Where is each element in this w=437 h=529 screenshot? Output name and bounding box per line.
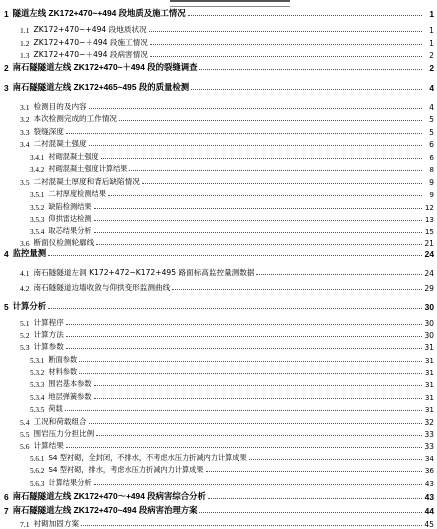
- toc-entry[interactable]: [4, 47, 434, 60]
- toc-page-number: 30: [424, 331, 434, 340]
- toc-entry-number: 3.4.2: [30, 166, 45, 174]
- toc-dot-leader: [199, 69, 422, 70]
- toc-entry-title: 南石隧隧道左洞 K172+472~K172+495 路面标高监控量测数据: [33, 268, 255, 277]
- toc-dot-leader: [81, 525, 422, 526]
- toc-entry-title: S4 型衬砌，全封闭，不排水，不考虑水压力折减内力计算成果: [48, 453, 247, 462]
- toc-page-number: 44: [424, 506, 434, 516]
- toc-entry-title: ZK172+470~+494 段地质状况: [33, 25, 147, 34]
- toc-dot-leader: [94, 208, 422, 209]
- toc-dot-leader: [150, 44, 422, 45]
- toc-dot-leader: [94, 232, 422, 233]
- toc-dot-leader: [94, 220, 422, 221]
- toc-dot-leader: [129, 170, 422, 171]
- toc-page-number: 31: [424, 380, 434, 389]
- toc-entry-title: 地层弹簧参数: [48, 392, 92, 401]
- toc-entry-number: 3.5.4: [30, 228, 45, 236]
- toc-dot-leader: [66, 133, 422, 134]
- toc-page-number: 31: [424, 356, 434, 365]
- toc-dot-leader: [256, 274, 422, 275]
- toc-entry-title: ZK172+470~＋494 段病害情况: [33, 50, 148, 59]
- toc-page-number: 6: [429, 153, 434, 162]
- toc-entry-number: 5.3.2: [30, 369, 45, 377]
- toc-page-number: 15: [424, 227, 434, 236]
- toc-dot-leader: [48, 308, 422, 309]
- toc-entry-title: 南石隧隧道左线 ZK172+470~＋494 段的裂缝调查: [12, 62, 198, 72]
- toc-page-number: 36: [424, 466, 434, 475]
- toc-page-number: 31: [424, 393, 434, 402]
- toc-entry-title: 二衬混凝土强度: [33, 139, 87, 148]
- toc-dot-leader: [206, 471, 422, 472]
- toc-entry-title: 隧道左线 ZK172+470~+494 段地质及施工情况: [12, 8, 186, 18]
- toc-entry-title: 衬砌混凝土强度: [48, 152, 99, 161]
- toc-entry[interactable]: [4, 161, 434, 174]
- toc-dot-leader: [89, 108, 422, 109]
- toc-entry-number: 3.4: [20, 140, 30, 149]
- toc-page-number: 43: [424, 492, 434, 502]
- toc-dot-leader: [199, 512, 422, 513]
- toc-page-number: 1: [429, 9, 434, 19]
- toc-entry-title: 二衬混凝土厚度和背后缺陷情况: [33, 177, 140, 186]
- toc-entry-number: 5: [4, 302, 9, 312]
- toc-page-number: 4: [429, 103, 434, 112]
- toc-entry-title: 二衬厚度检测结果: [48, 189, 106, 198]
- toc-entry-title: 计算方法: [33, 330, 64, 339]
- toc-page-number: 32: [424, 418, 434, 427]
- toc-entry-title: 南石隧隧道左线 ZK172+470～+494 段病害综合分析: [12, 491, 206, 501]
- toc-page-number: 8: [429, 165, 434, 174]
- toc-page-number: 24: [424, 269, 434, 278]
- toc-dot-leader: [108, 195, 422, 196]
- toc-dot-leader: [150, 56, 422, 57]
- toc-dot-leader: [149, 31, 422, 32]
- toc-entry-title: 断面仪检测轮廓线: [33, 238, 95, 247]
- toc-page-number: 33: [424, 430, 434, 439]
- toc-entry-number: 5.5: [20, 430, 30, 439]
- toc-entry[interactable]: [4, 401, 434, 414]
- toc-entry-number: 3.4.1: [30, 154, 45, 162]
- toc-page-number: 5: [429, 115, 434, 124]
- toc-entry-title: 南石隧隧道左线 ZK172+465~495 段的质量检测: [12, 82, 190, 92]
- toc-dot-leader: [94, 385, 422, 386]
- toc-entry[interactable]: [4, 6, 434, 19]
- toc-entry-number: 5.3.3: [30, 381, 45, 389]
- toc-page-number: 5: [429, 128, 434, 137]
- toc-entry[interactable]: [4, 339, 434, 352]
- toc-dot-leader: [96, 435, 422, 436]
- toc-page-number: 45: [424, 520, 434, 529]
- toc-page-number: 12: [424, 203, 434, 212]
- toc-page-number: 1: [429, 26, 434, 35]
- toc-entry-title: 计算程序: [33, 318, 64, 327]
- toc-entry-number: 1: [4, 9, 9, 19]
- toc-page-number: 24: [424, 249, 434, 259]
- toc-page-number: 34: [424, 454, 434, 463]
- toc-page-number: 9: [429, 190, 434, 199]
- toc-entry-number: 3.5: [20, 178, 30, 187]
- toc-entry-number: 3.5.3: [30, 216, 45, 224]
- toc-entry-title: 工况和荷载组合: [33, 417, 87, 426]
- toc-entry-title: 本次检测完成的工作情况: [33, 114, 118, 123]
- toc-entry-number: 6: [4, 492, 9, 502]
- toc-entry[interactable]: [4, 475, 434, 488]
- toc-entry-title: 检测目的及内容: [33, 102, 87, 111]
- toc-page-number: 21: [424, 239, 434, 248]
- toc-entry-number: 5.6.3: [30, 480, 45, 488]
- toc-entry[interactable]: [4, 60, 434, 73]
- toc-dot-leader: [191, 89, 422, 90]
- toc-entry-number: 5.3.5: [30, 406, 45, 414]
- toc-dot-leader: [66, 447, 422, 448]
- toc-entry-number: 5.3.4: [30, 394, 45, 402]
- toc-entry[interactable]: [4, 186, 434, 199]
- toc-page-number: 33: [424, 442, 434, 451]
- toc-entry-title: 监控量测: [12, 248, 47, 258]
- toc-entry-number: 1.1: [20, 26, 30, 35]
- toc-entry-title: 断面参数: [48, 355, 78, 364]
- toc-entry-number: 1.3: [20, 51, 30, 60]
- toc-entry-number: 4.1: [20, 269, 30, 278]
- toc-entry[interactable]: [4, 246, 434, 259]
- toc-entry[interactable]: [4, 111, 434, 124]
- toc-page-number: 29: [424, 284, 434, 293]
- toc-entry-title: S4 型衬砌，排水，考虑水压力折减内力计算成果: [48, 465, 204, 474]
- toc-entry-title: 计算分析: [12, 301, 47, 311]
- toc-entry-title: 计算结果: [33, 441, 64, 450]
- toc-dot-leader: [66, 336, 422, 337]
- toc-page-number: 30: [424, 302, 434, 312]
- toc-entry-number: 5.3.1: [30, 357, 45, 365]
- toc-page-number: 2: [429, 63, 434, 73]
- toc-page-number: 6: [429, 140, 434, 149]
- toc-dot-leader: [208, 498, 422, 499]
- toc-entry[interactable]: [4, 80, 434, 93]
- toc-entry-number: 5.6: [20, 442, 30, 451]
- toc-dot-leader: [188, 15, 422, 16]
- toc-page-number: 13: [424, 215, 434, 224]
- toc-entry-title: 计算参数: [33, 342, 64, 351]
- toc-entry-title: 衬砌加固方案: [33, 519, 80, 528]
- toc-dot-leader: [94, 398, 422, 399]
- toc-entry-title: 计算结果分析: [48, 478, 92, 487]
- toc-entry[interactable]: [4, 299, 434, 312]
- toc-entry[interactable]: [4, 280, 434, 293]
- toc-dot-leader: [65, 410, 422, 411]
- toc-entry-number: 3.5.1: [30, 191, 45, 199]
- toc-dot-leader: [79, 361, 422, 362]
- toc-entry-number: 3.2: [20, 115, 30, 124]
- toc-dot-leader: [101, 158, 422, 159]
- toc-entry-title: 仰拱雷达检测: [48, 214, 92, 223]
- toc-dot-leader: [79, 373, 422, 374]
- toc-entry-number: 3: [4, 83, 9, 93]
- toc-page-number: 2: [429, 51, 434, 60]
- toc-entry-number: 7: [4, 506, 9, 516]
- toc-entry-number: 5.3: [20, 343, 30, 352]
- toc-entry-title: 裂缝深度: [33, 127, 64, 136]
- toc-entry-title: 围岩压力分担比例: [33, 429, 95, 438]
- toc-entry[interactable]: [4, 516, 434, 529]
- toc-entry-number: 3.1: [20, 103, 30, 112]
- toc-entry[interactable]: [4, 22, 434, 35]
- toc-entry-number: 2: [4, 63, 9, 73]
- toc-entry-number: 5.6.2: [30, 467, 45, 475]
- toc-entry-number: 5.1: [20, 319, 30, 328]
- toc-dot-leader: [94, 484, 422, 485]
- toc-page-number: 1: [429, 39, 434, 48]
- toc-entry-title: ZK172+470~＋494 段施工情况: [33, 38, 148, 47]
- toc-page-number: 9: [429, 178, 434, 187]
- toc-entry-title: 荷载: [48, 404, 63, 413]
- toc-entry-title: 缺陷检测结果: [48, 202, 92, 211]
- toc-entry-title: 材料参数: [48, 367, 78, 376]
- toc-dot-leader: [89, 423, 422, 424]
- toc-page-number: 31: [424, 343, 434, 352]
- toc-dot-leader: [66, 348, 422, 349]
- toc-entry-number: 5.4: [20, 418, 30, 427]
- toc-entry-title: 衬砌混凝土强度计算结果: [48, 164, 128, 173]
- toc-entry-number: 3.5.2: [30, 204, 45, 212]
- toc-page-number: 43: [424, 479, 434, 488]
- toc-entry-number: 5.2: [20, 331, 30, 340]
- toc-entry[interactable]: [4, 462, 434, 475]
- toc-entry-number: 4.2: [20, 284, 30, 293]
- toc-page-number: 31: [424, 405, 434, 414]
- toc-entry-title: 南石隧隧道边墙收敛与仰拱变形监测曲线: [33, 283, 171, 292]
- toc-dot-leader: [89, 145, 422, 146]
- toc-entry-title: 南石隧隧道左线 ZK172+470~494 段病害治理方案: [12, 505, 198, 515]
- toc-entry[interactable]: [4, 265, 434, 278]
- toc-entry-title: 取芯结果分析: [48, 226, 92, 235]
- toc-dot-leader: [48, 255, 422, 256]
- toc-page-number: 30: [424, 319, 434, 328]
- toc-entry-number: 4: [4, 249, 9, 259]
- toc-entry-number: 5.6.1: [30, 455, 45, 463]
- toc-dot-leader: [66, 324, 422, 325]
- toc-entry[interactable]: [4, 136, 434, 149]
- toc-entry[interactable]: [4, 489, 434, 502]
- toc-dot-leader: [142, 183, 422, 184]
- toc-entry-number: 7.1: [20, 520, 30, 529]
- toc-entry-number: 3.3: [20, 128, 30, 137]
- toc-entry-number: 3.6: [20, 239, 30, 248]
- toc-entry-title: 围岩基本参数: [48, 379, 92, 388]
- toc-entry[interactable]: [4, 376, 434, 389]
- toc-entry-number: 1.2: [20, 39, 30, 48]
- toc-page-number: 4: [429, 83, 434, 93]
- toc-dot-leader: [172, 289, 422, 290]
- toc-dot-leader: [249, 459, 422, 460]
- toc-entry[interactable]: [4, 503, 434, 516]
- toc-dot-leader: [96, 244, 422, 245]
- toc-page-number: 31: [424, 368, 434, 377]
- toc-dot-leader: [119, 120, 422, 121]
